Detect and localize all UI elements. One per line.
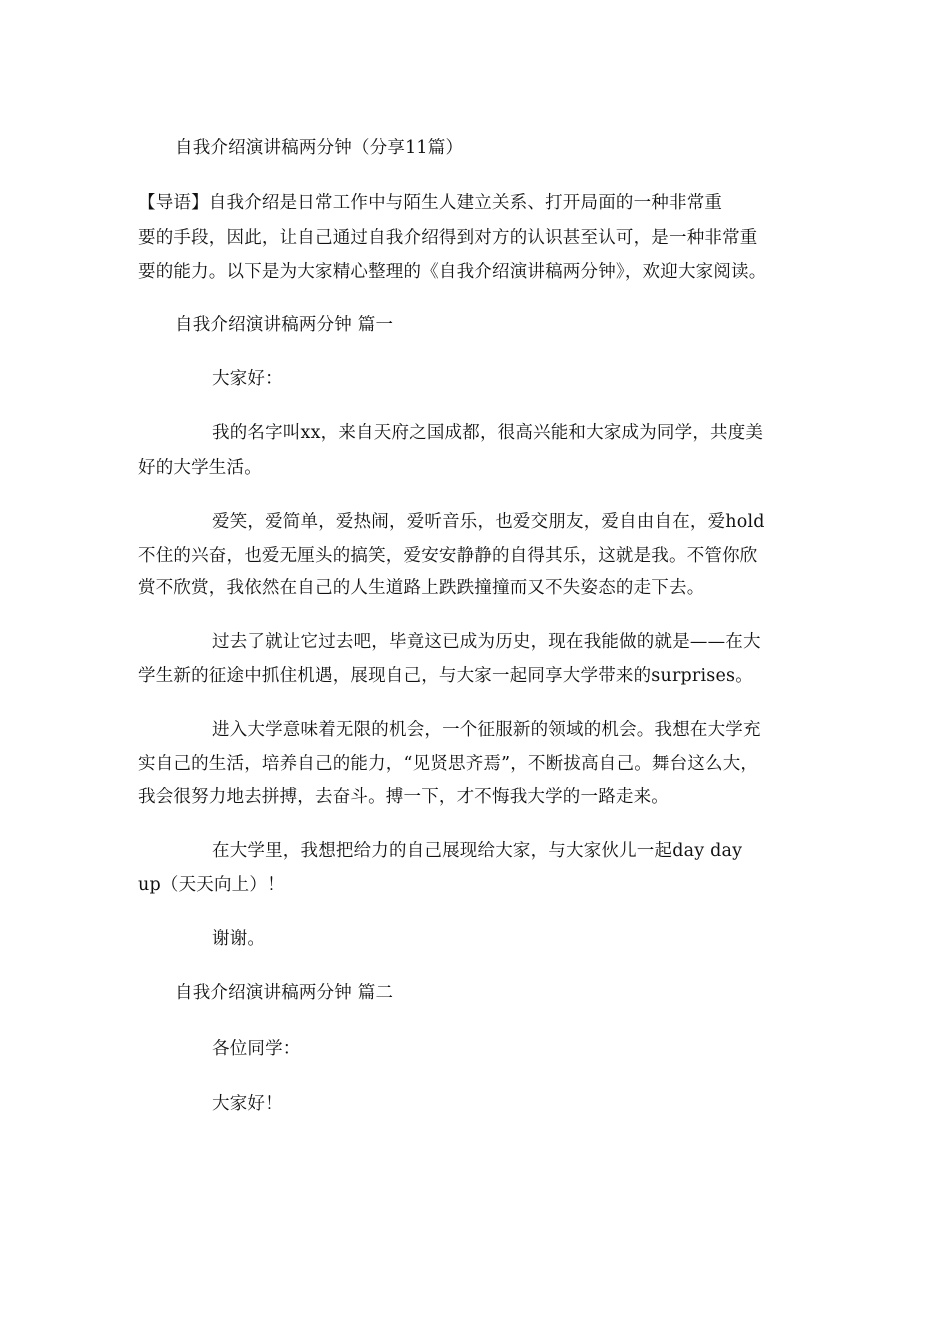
paragraph-line: 赏不欣赏，我依然在自己的人生道路上跌跌撞撞而又不失姿态的走下去。 [138,578,705,598]
paragraph-line: 实自己的生活，培养自己的能力，“见贤思齐焉”，不断拔高自己。舞台这么大， [138,754,759,774]
intro-line: 要的能力。以下是为大家精心整理的《自我介绍演讲稿两分钟》，欢迎大家阅读。 [138,262,767,282]
paragraph-line: 进入大学意味着无限的机会，一个征服新的领域的机会。我想在大学充 [212,720,761,740]
intro-line: 【导语】自我介绍是日常工作中与陌生人建立关系、打开局面的一种非常重 [138,193,723,213]
document-title: 自我介绍演讲稿两分钟（分享11篇） [175,138,464,158]
section-heading: 自我介绍演讲稿两分钟 篇二 [175,983,394,1003]
paragraph-line: 好的大学生活。 [138,458,262,478]
paragraph-line: 不住的兴奋，也爱无厘头的搞笑，爱安安静静的自得其乐，这就是我。不管你欣 [138,546,758,566]
greeting: 各位同学： [212,1039,301,1059]
paragraph-line: 在大学里，我想把给力的自己展现给大家，与大家伙儿一起day day [212,841,743,861]
paragraph-line: up（天天向上）！ [138,875,285,895]
paragraph-line: 过去了就让它过去吧，毕竟这已成为历史，现在我能做的就是——在大 [212,632,761,652]
paragraph-line: 我的名字叫xx，来自天府之国成都，很高兴能和大家成为同学，共度美 [212,423,764,443]
closing: 谢谢。 [212,929,266,949]
paragraph-line: 爱笑，爱简单，爱热闹，爱听音乐，也爱交朋友，爱自由自在，爱hold [212,512,765,532]
section-heading: 自我介绍演讲稿两分钟 篇一 [175,315,394,335]
paragraph-line: 我会很努力地去拼搏，去奋斗。搏一下，才不悔我大学的一路走来。 [138,787,669,807]
intro-line: 要的手段，因此，让自己通过自我介绍得到对方的认识甚至认可，是一种非常重 [138,228,758,248]
greeting: 大家好！ [212,1094,283,1114]
paragraph-line: 学生新的征途中抓住机遇，展现自己，与大家一起同享大学带来的surprises。 [138,666,753,686]
greeting: 大家好： [212,369,283,389]
